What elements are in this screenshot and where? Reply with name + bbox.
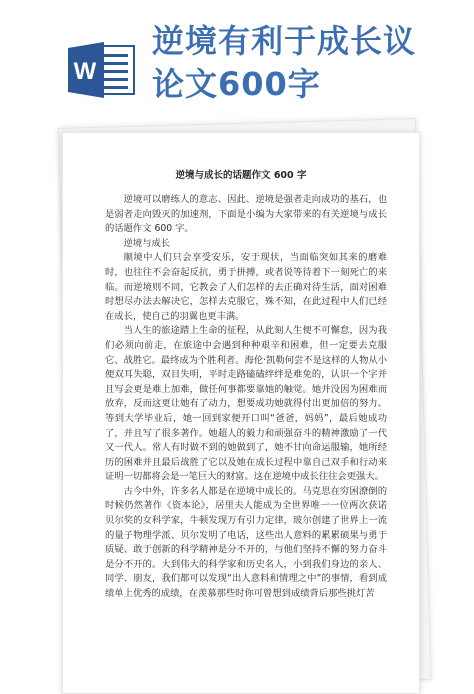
paragraph-famous-people: 古今中外，许多名人都是在逆境中成长的。马克思在穷困潦倒的时候仍然著作《资本论》，居里夫人能成为全世界唯一一位两次获诺贝尔奖的女科学家，牛顿发现万有引力定律，玻尔创建了世界上一流的量子物理学派、贝尔发明了电话，这些出人意料的累累硕果与勇于质疑、敢于创新的科学精神是分不开的，与他们坚持不懈的努力奋斗是分不开的。大到伟大的科学家和历史名人，小到我们身边的亲人、同学、朋友，我们都可以发现“出人意料和情理之中”的事情，看到成绩单上优秀的成绩，在羡慕那些时你可曾想到成绩背后那些挑灯苦	[105, 485, 387, 600]
word-document-icon	[66, 42, 136, 98]
paragraph-subtitle: 逆境与成长	[123, 237, 171, 249]
paragraph-intro: 逆境可以磨练人的意志、因此、逆境是强者走向成功的基石，也是弱者走向毁灭的加速剂，下面是小编为大家带来的有关逆境与成长的话题作文 600 字。	[105, 194, 387, 235]
document-preview	[62, 128, 422, 669]
document-body	[105, 193, 387, 602]
header-banner	[0, 0, 474, 120]
banner-title	[152, 20, 462, 106]
banner-title-line-2: 论文600字	[152, 65, 321, 103]
document-page	[62, 132, 420, 694]
paragraph-helen-keller: 当人生的旅途踏上生命的征程，从此刻人生便不可懈怠，因为我们必须向前走，在旅途中会遇到种种艰辛和困难，但一定要去克服它、战胜它。最终成为个胜利者。海伦·凯勒何尝不是这样的人物从小便双耳失聪，双目失明，平时走路磕磕绊绊是难免的，认识一个字并且写会更是难上加难，做任何事都要靠她的触觉。她并没因为困难而放弃，反而这更让她有了动力，想要成功她就得付出更加倍的努力。等到大学毕业后，她一回到家便开口叫“爸爸，妈妈”，最后她成功了，并且写了很多著作。她超人的毅力和顽强奋斗的精神激励了一代又一代人。常人有时做不到的她做到了，她不甘向命运服输，她所经历的困难并且最后战胜了它以及她在成长过程中靠自己双手和行动来证明一切都将会是一笔巨大的财富。这在逆境中成长往往会更强大。	[105, 325, 387, 483]
paragraph-adversity: 顺境中人们只会享受安乐，安于现状，当面临突如其来的磨难时，也往往不会奋起反抗，勇于拼搏，或者说等待着下一刻死亡的来临。而逆境则不同，它教会了人们怎样的去正确对待生活，面对困难时想尽办法去解决它，怎样去克服它，殊不知，在此过程中人们已经在成长，使自己的羽翼也更丰满。	[105, 252, 387, 322]
document-title: 逆境与成长的话题作文 600 字	[175, 170, 307, 181]
banner-title-line-1: 逆境有利于成长议	[152, 22, 417, 60]
word-icon-letter: W	[73, 58, 97, 85]
